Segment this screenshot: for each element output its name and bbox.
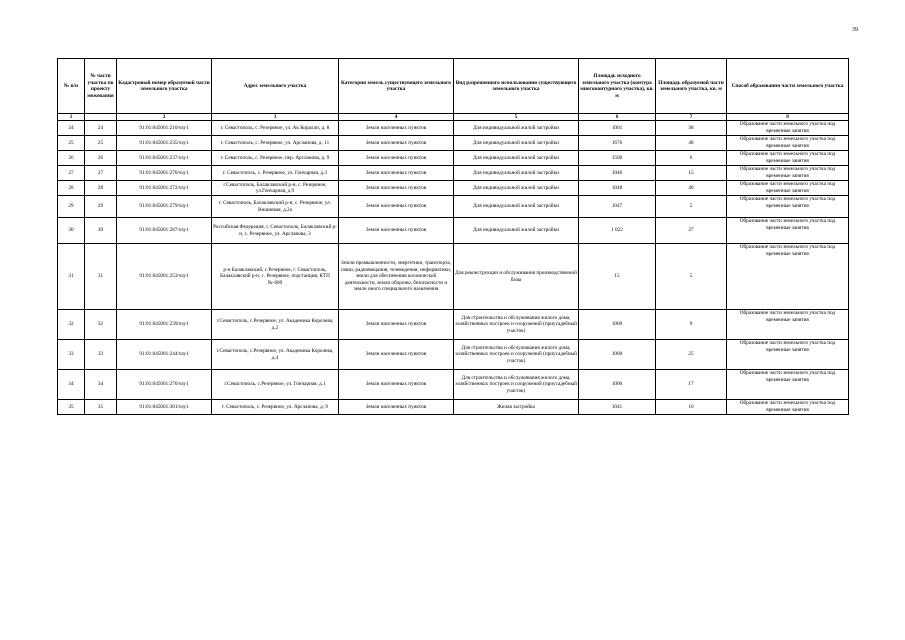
cell-land-category: Земли населенных пунктов — [339, 121, 454, 136]
column-number: 8 — [727, 114, 849, 121]
cell-permitted-use: Для индивидуальной жилой застройки — [454, 218, 579, 244]
cell-part-area: 9 — [656, 310, 727, 340]
cell-part-num: 27 — [85, 166, 117, 181]
cell-source-area: 1047 — [579, 196, 656, 218]
cell-address: г.Севастополь, с.Резервное, ул. Академика Королева, д.2 — [212, 310, 339, 340]
table-row — [58, 370, 849, 400]
table-body — [58, 121, 849, 415]
cell-source-area: 1046 — [579, 166, 656, 181]
cell-land-category: Земли населенных пунктов — [339, 166, 454, 181]
cell-source-area: 1001 — [579, 121, 656, 136]
cell-part-num: 31 — [85, 244, 117, 310]
cell-address: Российская Федерация, г. Севастополь, Балаклавский р-н, с. Резервное, ул. Арсланова, 3 — [212, 218, 339, 244]
cell-part-num: 29 — [85, 196, 117, 218]
cell-cadastral: 91:01:045001:210/чзу1 — [117, 121, 212, 136]
cell-land-category: Земли населенных пунктов — [339, 181, 454, 196]
cell-num: 30 — [58, 218, 85, 244]
cell-formation-method: Образование части земельного участка под временные занятия — [727, 340, 849, 370]
cell-part-num: 34 — [85, 370, 117, 400]
cell-address: г.Севастополь, с.Резервное, ул. Академика Королева, д.4 — [212, 340, 339, 370]
cell-part-area: 48 — [656, 136, 727, 151]
cell-num: 28 — [58, 181, 85, 196]
cell-part-area: 5 — [656, 196, 727, 218]
cell-formation-method: Образование части земельного участка под временные занятия — [727, 151, 849, 166]
header-row — [58, 59, 849, 114]
column-number: 7 — [656, 114, 727, 121]
header-part-area: Площадь образуемой части земельного участка, кв. м — [656, 59, 727, 114]
cell-formation-method: Образование части земельного участка под временные занятия — [727, 310, 849, 340]
cell-num: 31 — [58, 244, 85, 310]
cell-cadastral: 91:01:045001:301/чзу1 — [117, 400, 212, 415]
cell-formation-method: Образование части земельного участка под временные занятия — [727, 181, 849, 196]
column-number: 2 — [117, 114, 212, 121]
cell-formation-method: Образование части земельного участка под временные занятия — [727, 166, 849, 181]
cell-num: 33 — [58, 340, 85, 370]
land-parcel-table — [57, 58, 849, 415]
cell-cadastral: 91:01:045001:276/чзу1 — [117, 370, 212, 400]
cell-permitted-use: Для индивидуальной жилой застройки — [454, 181, 579, 196]
cell-part-area: 5 — [656, 244, 727, 310]
cell-formation-method: Образование части земельного участка под временные занятия — [727, 121, 849, 136]
table-row — [58, 340, 849, 370]
cell-source-area: 1000 — [579, 340, 656, 370]
cell-num: 26 — [58, 151, 85, 166]
column-number: 5 — [454, 114, 579, 121]
cell-land-category: Земли населенных пунктов — [339, 310, 454, 340]
cell-part-area: 6 — [656, 151, 727, 166]
table-row — [58, 244, 849, 310]
cell-part-num: 28 — [85, 181, 117, 196]
cell-source-area: 1500 — [579, 151, 656, 166]
column-number-row — [58, 114, 849, 121]
table-row — [58, 121, 849, 136]
header-part-num: № части участка по проекту межевания — [85, 59, 117, 114]
cell-num: 35 — [58, 400, 85, 415]
header-source-area: Площадь исходного земельного участка (контура многоконтурного участка), кв. м — [579, 59, 656, 114]
cell-formation-method: Образование части земельного участка под временные занятия — [727, 136, 849, 151]
cell-part-num: 26 — [85, 151, 117, 166]
cell-cadastral: 91:01:045001:279/чзу1 — [117, 196, 212, 218]
cell-cadastral: 91:01:045001:270/чзу1 — [117, 166, 212, 181]
table-row — [58, 218, 849, 244]
cell-address: г. Севастополь, с. Резервное, пер. Арсланова, д. 9 — [212, 151, 339, 166]
cell-part-area: 38 — [656, 121, 727, 136]
table-row — [58, 151, 849, 166]
cell-land-category: Земли населенных пунктов — [339, 340, 454, 370]
cell-cadastral: 91:01:045001:287/чзу1 — [117, 218, 212, 244]
cell-cadastral: 91:01:045001:239/чзу1 — [117, 310, 212, 340]
table-row — [58, 166, 849, 181]
table-row — [58, 400, 849, 415]
cell-land-category: Земли населенных пунктов — [339, 136, 454, 151]
cell-part-num: 24 — [85, 121, 117, 136]
column-number: 6 — [579, 114, 656, 121]
cell-source-area: 1000 — [579, 370, 656, 400]
cell-part-area: 27 — [656, 218, 727, 244]
cell-source-area: 1048 — [579, 181, 656, 196]
cell-formation-method: Образование части земельного участка под временные занятия — [727, 218, 849, 244]
header-land-category: Категория земель существующего земельного участка — [339, 59, 454, 114]
cell-land-category: Земли населенных пунктов — [339, 151, 454, 166]
cell-num: 29 — [58, 196, 85, 218]
cell-address: г. Севастополь, с. Резервное, ул. Арсланова, д. 9 — [212, 400, 339, 415]
cell-address: г. Севастополь, с. Резервное, ул. Арсланова, д. 11 — [212, 136, 339, 151]
cell-address: г.Севастополь, с.Резервное, ул. Гончарная, д.1 — [212, 370, 339, 400]
cell-num: 27 — [58, 166, 85, 181]
cell-permitted-use: Для индивидуальной жилой застройки — [454, 121, 579, 136]
cell-permitted-use: Для строительства и обслуживания жилого дома, хозяйственных построек и сооружений (приусадебный участок) — [454, 310, 579, 340]
cell-source-area: 1000 — [579, 310, 656, 340]
table-row — [58, 310, 849, 340]
cell-address: г.Севастополь, Балаклавский р-н, с. Резервное, ул.Гончарная, д.9 — [212, 181, 339, 196]
header-address: Адрес земельного участка — [212, 59, 339, 114]
cell-formation-method: Образование части земельного участка под временные занятия — [727, 400, 849, 415]
cell-cadastral: 91:01:045001:235/чзу1 — [117, 136, 212, 151]
cell-land-category: Земли населенных пунктов — [339, 370, 454, 400]
cell-num: 24 — [58, 121, 85, 136]
column-number: 1 — [58, 114, 85, 121]
cell-permitted-use: Для строительства и обслуживания жилого дома, хозяйственных построек и сооружений (приусадебный участок) — [454, 370, 579, 400]
header-formation-method: Способ образования части земельного участка — [727, 59, 849, 114]
cell-formation-method: Образование части земельного участка под временные занятия — [727, 244, 849, 310]
cell-formation-method: Образование части земельного участка под временные занятия — [727, 196, 849, 218]
table-row — [58, 196, 849, 218]
cell-permitted-use: Жилая застройка — [454, 400, 579, 415]
table-row — [58, 136, 849, 151]
cell-address: г. Севастополь, Балаклавский р-н, с. Резервное, ул. Вишневая, д.2а — [212, 196, 339, 218]
cell-land-category: Земли населенных пунктов — [339, 196, 454, 218]
header-num: № п/п — [58, 59, 85, 114]
cell-part-area: 15 — [656, 166, 727, 181]
cell-land-category: Земли населенных пунктов — [339, 218, 454, 244]
cell-formation-method: Образование части земельного участка под временные занятия — [727, 370, 849, 400]
cell-source-area: 1041 — [579, 400, 656, 415]
cell-source-area: 15 — [579, 244, 656, 310]
cell-cadastral: 91:01:045001:237/чзу1 — [117, 151, 212, 166]
cell-permitted-use: Для индивидуальной жилой застройки — [454, 136, 579, 151]
cell-permitted-use: Для индивидуальной жилой застройки — [454, 196, 579, 218]
cell-part-area: 40 — [656, 181, 727, 196]
cell-cadastral: 91:01:045001:253/чзу1 — [117, 244, 212, 310]
page-number: 39 — [852, 27, 858, 33]
cell-part-num: 25 — [85, 136, 117, 151]
cell-source-area: 1 022 — [579, 218, 656, 244]
column-number: 3 — [212, 114, 339, 121]
header-cadastral: Кадастровый номер образуемой части земельного участка — [117, 59, 212, 114]
column-number: 4 — [339, 114, 454, 121]
column-number — [85, 114, 117, 121]
cell-part-num: 32 — [85, 310, 117, 340]
cell-permitted-use: Для реконструкции и обслуживания производственной базы — [454, 244, 579, 310]
cell-land-category: Земли населенных пунктов — [339, 400, 454, 415]
cell-part-num: 30 — [85, 218, 117, 244]
cell-permitted-use: Для индивидуальной жилой застройки — [454, 166, 579, 181]
cell-address: г. Севастополь, с. Резервное, ул. Ак Коралли, д. 8 — [212, 121, 339, 136]
cell-part-area: 25 — [656, 340, 727, 370]
table-row — [58, 181, 849, 196]
cell-permitted-use: Для индивидуальной жилой застройки — [454, 151, 579, 166]
cell-num: 34 — [58, 370, 85, 400]
header-permitted-use: Вид разрешенного использования существующего земельного участка — [454, 59, 579, 114]
cell-permitted-use: Для строительства и обслуживания жилого дома, хозяйственных построек и сооружений (приусадебный участок) — [454, 340, 579, 370]
cell-part-area: 17 — [656, 370, 727, 400]
cell-part-num: 35 — [85, 400, 117, 415]
cell-cadastral: 91:01:045001:244/чзу1 — [117, 340, 212, 370]
cell-part-area: 10 — [656, 400, 727, 415]
cell-part-num: 33 — [85, 340, 117, 370]
cell-num: 25 — [58, 136, 85, 151]
cell-address: р-н Балаклавский, с.Резервное, г. Севастополь, Балаклавский р-н, с. Резервное, подстанция, КТП №-609 — [212, 244, 339, 310]
cell-num: 32 — [58, 310, 85, 340]
cell-land-category: Земли промышленности, энергетики, транспорта, связи, радиовещания, телевидения, информатики, земли для обеспечения космической деятельности, земли обороны, безопасности и земли иного специального назначения — [339, 244, 454, 310]
cell-address: г. Севастополь, с. Резервное, ул. Гончарная, д.3 — [212, 166, 339, 181]
cell-cadastral: 91:01:045001:272/чзу1 — [117, 181, 212, 196]
cell-source-area: 1676 — [579, 136, 656, 151]
